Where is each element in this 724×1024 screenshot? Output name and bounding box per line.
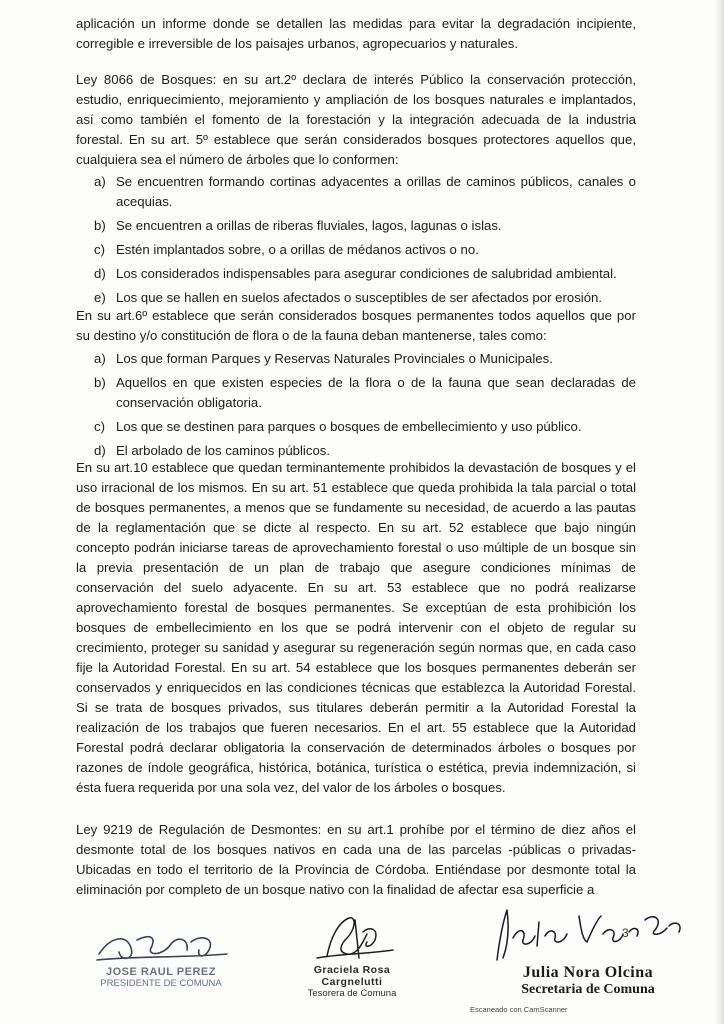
ley-9219-text: Ley 9219 de Regulación de Desmontes: en su art.1 prohíbe por el término de diez años el desmonte total de los bosques nativos en cada una de las parcelas -públicas o privadas- Ubicadas en todo el territorio de la Provincia de Córdoba. Entiéndase por desmonte total la eliminación por completo de un bosque nativo con la finalidad de afectar esa superficie a (76, 822, 636, 897)
list-item-text: Los considerados indispensables para asegurar condiciones de salubridad ambiental. (116, 266, 617, 281)
page-edge-shadow (714, 0, 724, 1024)
list-item-marker: e) (94, 290, 106, 305)
art10-text: En su art.10 establece que quedan terminantemente prohibidos la devastación de bosques y el uso irracional de los mismos. En su art. 51 establece que queda prohibida la tala parcial o total de bosques permanentes, a menos que se fundamente su necesidad, de acuerdo a las pautas de la reglamentación que se dicte al respecto. En su art. 52 establece que bajo ningún concepto podrán iniciarse tareas de aprovechamiento forestal o uso múltiple de un bosque sin la previa presentación de un plan de trabajo que asegure condiciones mínimas de conservación del suelo adyacente. En su art. 53 establece que no podrá realizarse aprovechamiento forestal de bosques permanentes. Se exceptúan de esta prohibición los bosques de embellecimiento en los que se podrá intervenir con el objeto de regular su crecimiento, proteger su sanidad y asegurar su regeneración según normas que, en cada caso fije la Autoridad Forestal. En su art. 54 establece que los bosques permanentes deberán ser conservados y enriquecidos en las condiciones técnicas que establezca la Autoridad Forestal. Si se trata de bosques privados, sus titulares deberán permitir a la Autoridad Forestal la realización de los trabajos que fueren necesarios. En el art. 55 establece que la Autoridad Forestal podrá declarar obligatoria la conservación de determinados árboles o bosques por razones de índole geográfica, histórica, botánica, turística o estética, previa indemnización, si ésta fuera requerida por una sola vez, del valor de los árboles o bosques. (76, 460, 636, 795)
list-item-text: Estén implantados sobre, o a orillas de médanos activos o no. (116, 242, 479, 257)
protective-forests-list (76, 172, 636, 312)
signature-name-secretary: Julia Nora Olcina (522, 964, 654, 981)
protective-forest-item (76, 264, 636, 284)
signature-name-president: JOSE RAUL PEREZ (106, 966, 216, 978)
signature-scribble-secretary (483, 902, 693, 964)
protective-forest-item (76, 216, 636, 236)
list-item-marker: b) (94, 218, 106, 233)
list-item-text: Se encuentren formando cortinas adyacentes a orillas de caminos públicos, canales o acequias. (116, 174, 636, 209)
intro-paragraph (76, 14, 636, 54)
list-item-marker: a) (94, 174, 106, 189)
list-item-text: Se encuentren a orillas de riberas fluviales, lagos, lagunas o islas. (116, 218, 502, 233)
list-item-text: Los que se hallen en suelos afectados o susceptibles de ser afectados por erosión. (116, 290, 603, 305)
art6-text: En su art.6º establece que serán considerados bosques permanentes todos aquellos que por su destino y/o constitución de flora o de la fauna deban mantenerse, tales como: (76, 308, 636, 343)
page-number: 3 (622, 926, 629, 940)
signature-role-president: PRESIDENTE DE COMUNA (100, 978, 222, 989)
list-item-text: El arbolado de los caminos públicos. (116, 443, 331, 458)
ley-8066-text: Ley 8066 de Bosques: en su art.2º declara de interés Público la conservación protección, estudio, enriquecimiento, mejoramiento y ampliación de los bosques naturales e implantados, así como también el fomento de la forestación y la integración adecuada de la industria forestal. En su art. 5º establece que serán considerados bosques protectores aquellos que, cualquiera sea el número de árboles que lo conformen: (76, 72, 636, 167)
permanent-forest-item (76, 373, 636, 413)
list-item-marker: a) (94, 351, 106, 366)
signature-treasurer (292, 912, 412, 999)
signature-name-treasurer: Graciela Rosa Cargnelutti (313, 964, 391, 988)
list-item-marker: c) (94, 419, 105, 434)
ley-8066-paragraph (76, 70, 636, 170)
signature-scribble-president (91, 930, 231, 966)
art10-paragraph (76, 458, 636, 798)
art6-paragraph (76, 306, 636, 346)
protective-forest-item (76, 288, 636, 308)
signature-role-treasurer: Tesorera de Comuna (307, 988, 397, 999)
permanent-forests-list (76, 349, 636, 465)
list-item-marker: d) (94, 266, 106, 281)
list-item-text: Aquellos en que existen especies de la flora o de la fauna que sean declaradas de conservación obligatoria. (116, 375, 636, 410)
scan-watermark: Escaneado con CamScanner (470, 1005, 568, 1014)
signature-scribble-treasurer (297, 912, 407, 964)
list-item-text: Los que forman Parques y Reservas Naturales Provinciales o Municipales. (116, 351, 553, 366)
protective-forest-item (76, 240, 636, 260)
intro-paragraph-text: aplicación un informe donde se detallen las medidas para evitar la degradación incipiente, corregible e irreversible de los paisajes urbanos, agropecuarios y naturales. (76, 16, 636, 51)
signature-secretary (478, 902, 698, 998)
list-item-text: Los que se destinen para parques o bosques de embellecimiento y uso público. (116, 419, 582, 434)
list-item-marker: c) (94, 242, 105, 257)
protective-forest-item (76, 172, 636, 212)
ley-9219-paragraph (76, 820, 636, 900)
signature-role-secretary: Secretaria de Comuna (521, 982, 655, 997)
list-item-marker: d) (94, 443, 106, 458)
permanent-forest-item (76, 349, 636, 369)
signature-president (86, 930, 236, 989)
permanent-forest-item (76, 417, 636, 437)
list-item-marker: b) (94, 375, 106, 390)
